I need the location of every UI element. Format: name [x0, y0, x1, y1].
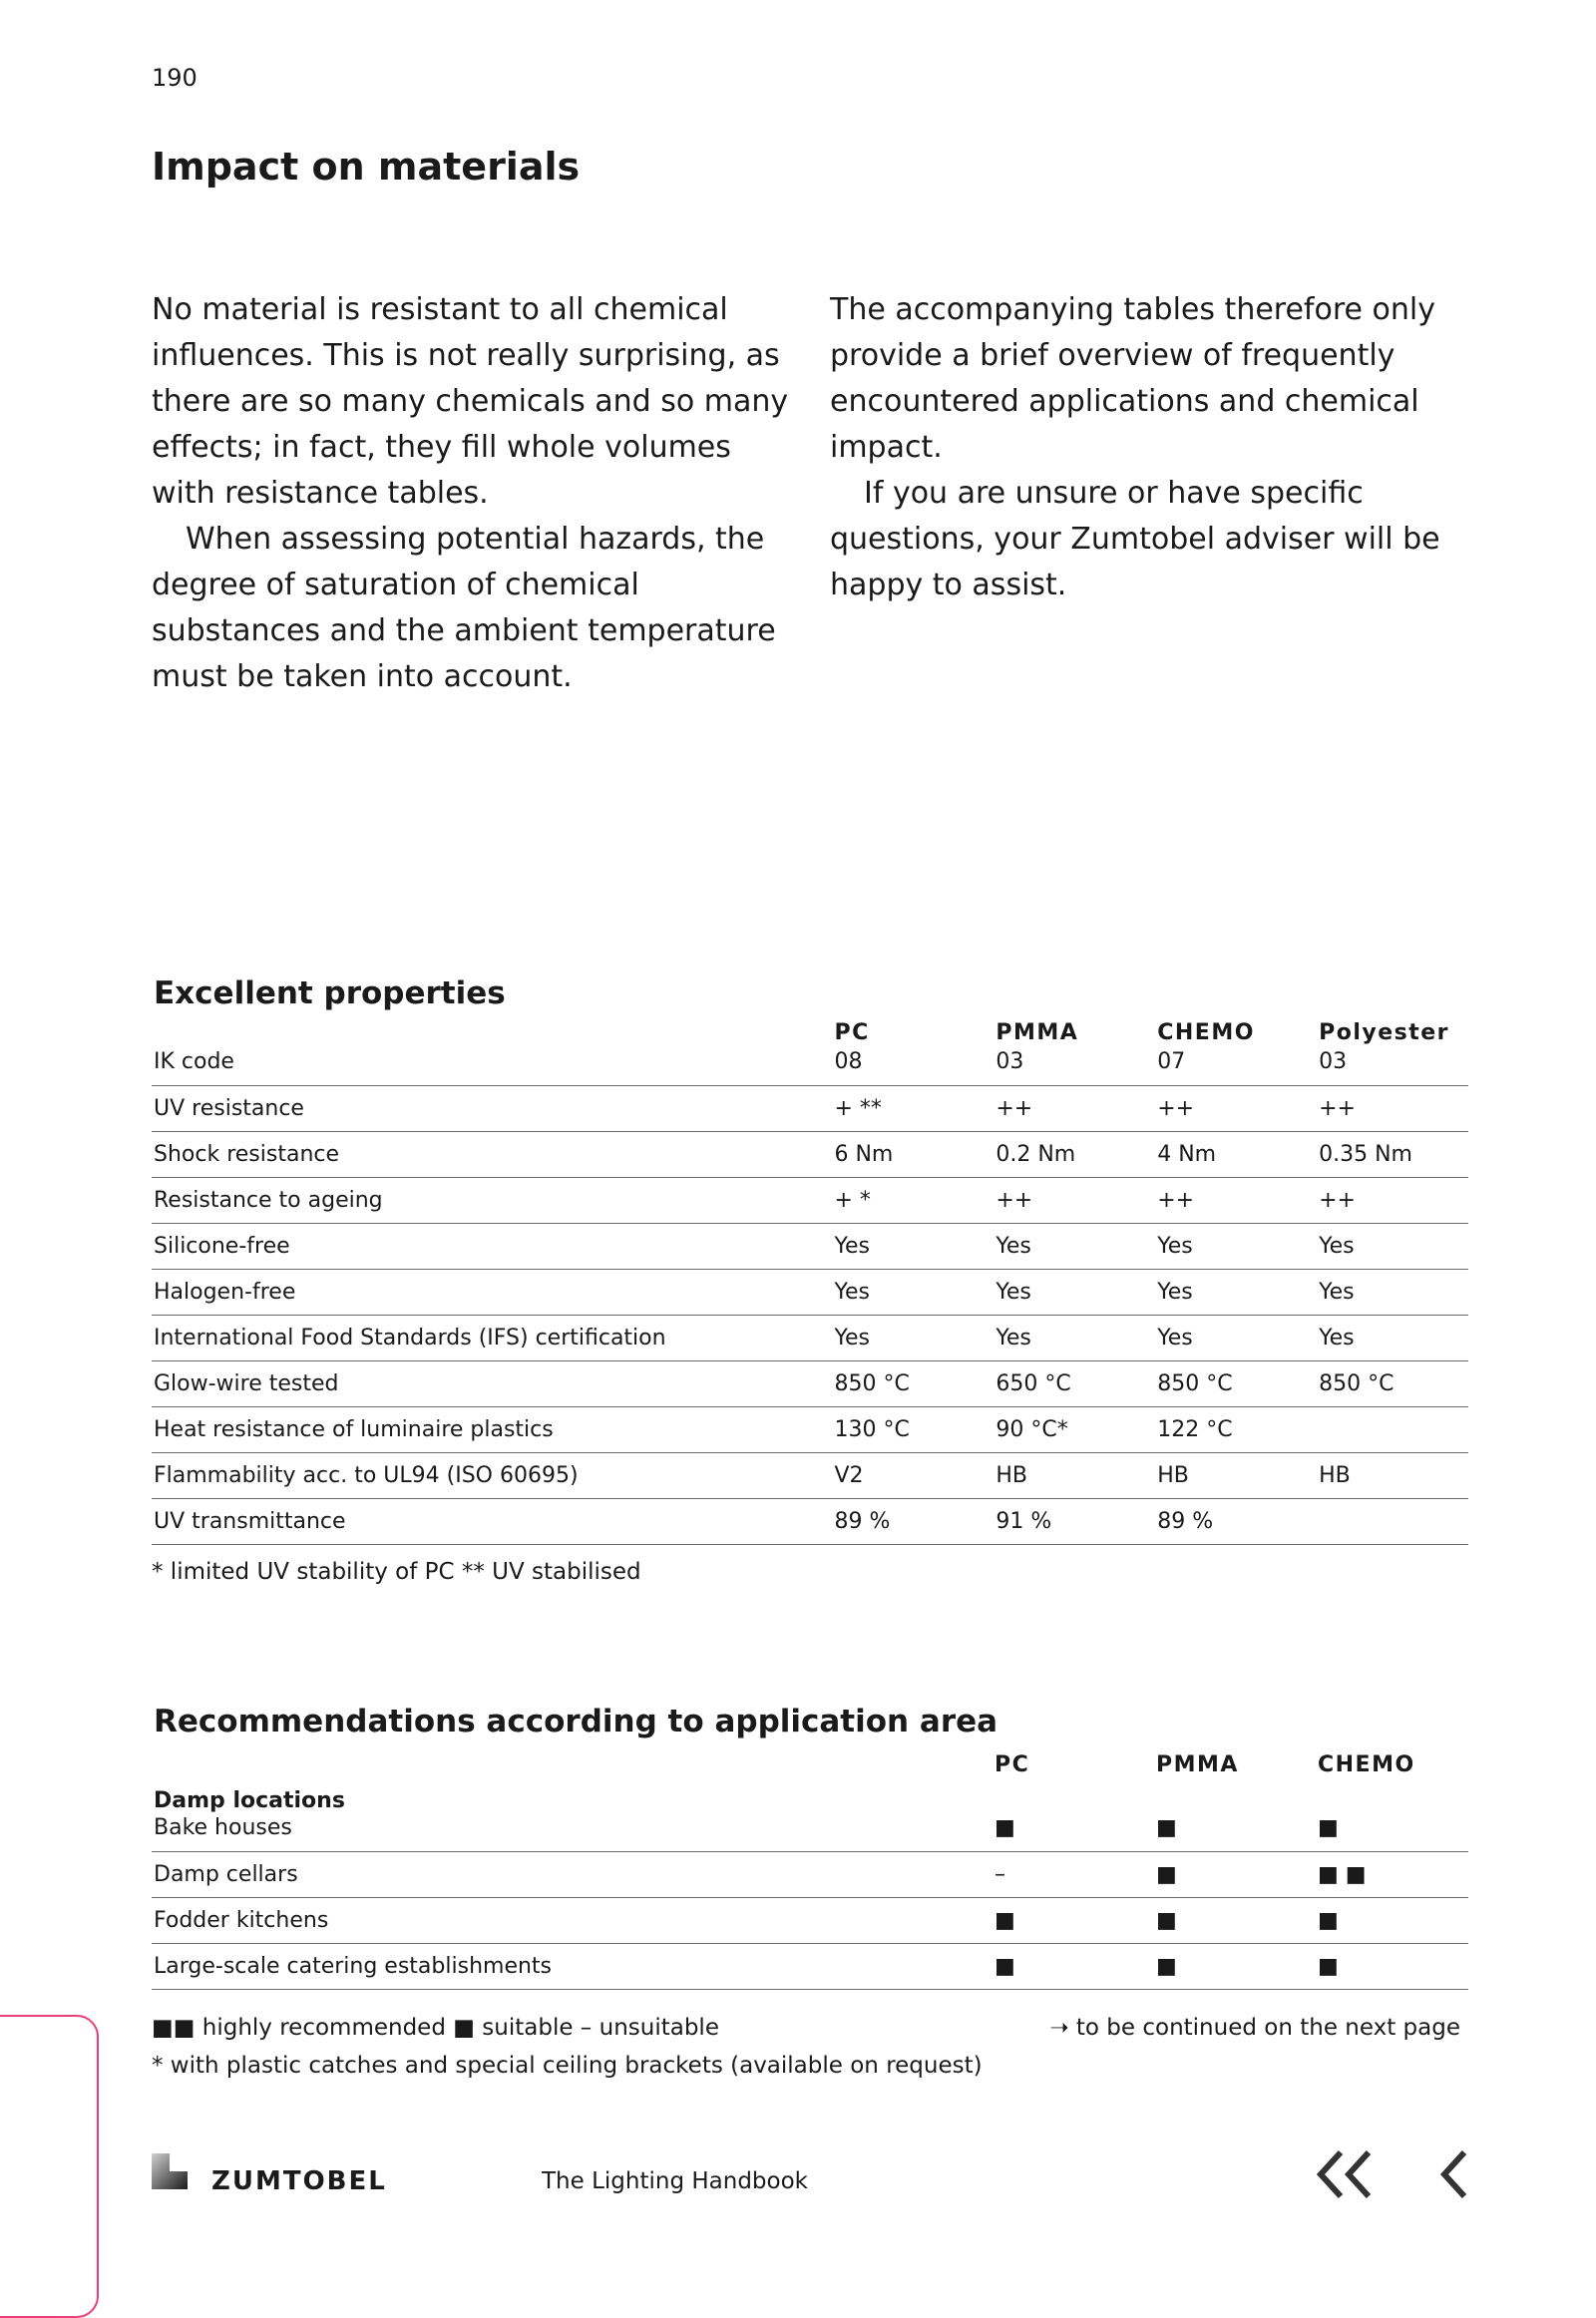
table-cell: 03 — [996, 1049, 1024, 1074]
table-cell: HB — [996, 1463, 1027, 1488]
table-row — [152, 1499, 1468, 1545]
table-cell: 850 °C — [1157, 1371, 1233, 1396]
table-cell: 89 % — [1157, 1509, 1214, 1534]
table-row — [152, 1407, 1468, 1453]
table-cell: 89 % — [834, 1509, 891, 1534]
table-cell: ■ — [1156, 1908, 1177, 1933]
table-cell: HB — [1319, 1463, 1351, 1488]
side-tab-mark — [0, 2015, 99, 2318]
intro-left-column — [152, 287, 790, 700]
properties-title: Excellent properties — [154, 975, 506, 1011]
row-label: Flammability acc. to UL94 (ISO 60695) — [154, 1463, 579, 1488]
table-cell: 650 °C — [996, 1371, 1071, 1396]
row-label: IK code — [154, 1049, 234, 1074]
table-row — [152, 1270, 1468, 1316]
table-row — [152, 1178, 1468, 1224]
column-header: PMMA — [996, 1020, 1079, 1045]
table-cell: 6 Nm — [834, 1142, 894, 1167]
table-cell: ■ — [995, 1815, 1015, 1840]
table-cell: ++ — [1157, 1096, 1195, 1121]
table-cell: Yes — [1319, 1280, 1355, 1305]
legend: ■■ highly recommended ■ suitable – unsuitable — [152, 2015, 719, 2041]
row-label: International Food Standards (IFS) certification — [154, 1326, 666, 1351]
properties-footnote: * limited UV stability of PC ** UV stabilised — [152, 1559, 641, 1585]
table-cell: Yes — [1157, 1326, 1193, 1351]
row-label: Shock resistance — [154, 1142, 340, 1167]
column-header: PC — [834, 1020, 870, 1045]
intro-paragraph: The accompanying tables therefore only provide a brief overview of frequently encountered applications and chemical impact. — [830, 292, 1435, 465]
table-cell: ++ — [996, 1188, 1033, 1213]
table-cell: 07 — [1157, 1049, 1186, 1074]
group-label: Damp locations — [154, 1788, 345, 1813]
page-number: 190 — [152, 64, 198, 92]
continued-note: ➝ to be continued on the next page — [1049, 2015, 1460, 2041]
table-cell: + ** — [834, 1096, 882, 1121]
table-cell: Yes — [996, 1326, 1031, 1351]
table-row — [152, 1852, 1468, 1898]
table-cell: 4 Nm — [1157, 1142, 1217, 1167]
recommendations-footnote: * with plastic catches and special ceiling brackets (available on request) — [152, 2053, 983, 2079]
table-cell: Yes — [1319, 1234, 1355, 1259]
table-cell: ■ — [995, 1908, 1015, 1933]
row-label: Silicone-free — [154, 1234, 290, 1259]
table-row — [152, 1813, 1468, 1852]
table-row — [152, 1047, 1468, 1086]
row-label: Large-scale catering establishments — [154, 1954, 553, 1979]
table-cell: 850 °C — [834, 1371, 910, 1396]
column-header: CHEMO — [1157, 1020, 1255, 1045]
table-cell: Yes — [1157, 1280, 1193, 1305]
table-cell: 0.2 Nm — [996, 1142, 1076, 1167]
table-cell: ■ — [1318, 1908, 1339, 1933]
table-cell: Yes — [834, 1234, 870, 1259]
table-cell: ++ — [1319, 1096, 1356, 1121]
table-cell: ++ — [1319, 1188, 1356, 1213]
properties-table — [152, 1005, 1468, 1545]
table-cell: ■ ■ — [1318, 1862, 1367, 1887]
chevron-left-icon[interactable] — [1434, 2148, 1474, 2204]
table-cell: ■ — [1156, 1862, 1177, 1887]
table-cell: Yes — [1319, 1326, 1355, 1351]
brand-name: ZUMTOBEL — [211, 2166, 387, 2196]
row-label: Resistance to ageing — [154, 1188, 383, 1213]
table-row — [152, 1224, 1468, 1270]
table-cell: 08 — [834, 1049, 863, 1074]
row-label: Damp cellars — [154, 1862, 298, 1887]
intro-paragraph: If you are unsure or have specific questions, your Zumtobel adviser will be happy to assist. — [830, 476, 1440, 602]
row-label: UV resistance — [154, 1096, 304, 1121]
table-cell: ■ — [1156, 1815, 1177, 1840]
table-cell: 03 — [1319, 1049, 1348, 1074]
intro-paragraph: When assessing potential hazards, the degree of saturation of chemical substances and the ambient temperature must be taken into account. — [152, 522, 776, 694]
table-cell: ■ — [1318, 1954, 1339, 1979]
column-header: PMMA — [1156, 1752, 1239, 1777]
table-cell: 0.35 Nm — [1319, 1142, 1412, 1167]
table-row — [152, 1944, 1468, 1990]
table-cell: 130 °C — [834, 1417, 910, 1442]
row-label: Glow-wire tested — [154, 1371, 339, 1396]
table-cell: Yes — [996, 1234, 1031, 1259]
table-cell: + * — [834, 1188, 871, 1213]
row-label: Fodder kitchens — [154, 1908, 329, 1933]
table-cell: Yes — [996, 1280, 1031, 1305]
zumtobel-logo-icon — [152, 2153, 188, 2189]
handbook-title: The Lighting Handbook — [542, 2168, 808, 2194]
intro-right-column — [830, 287, 1468, 608]
table-cell: 91 % — [996, 1509, 1052, 1534]
table-row — [152, 1453, 1468, 1499]
table-cell: ■ — [995, 1954, 1015, 1979]
table-cell: 90 °C* — [996, 1417, 1068, 1442]
table-cell: Yes — [834, 1326, 870, 1351]
recommendations-title: Recommendations according to application area — [154, 1704, 998, 1739]
table-cell: Yes — [834, 1280, 870, 1305]
table-cell: ++ — [996, 1096, 1033, 1121]
table-row — [152, 1361, 1468, 1407]
table-cell: – — [995, 1862, 1005, 1887]
table-cell: 122 °C — [1157, 1417, 1233, 1442]
table-row — [152, 1316, 1468, 1361]
row-label: Heat resistance of luminaire plastics — [154, 1417, 554, 1442]
column-header: Polyester — [1319, 1020, 1450, 1045]
recommendations-table — [152, 1738, 1468, 1990]
page-title: Impact on materials — [152, 145, 581, 189]
table-header — [152, 1005, 1468, 1047]
table-cell: Yes — [1157, 1234, 1193, 1259]
double-chevron-left-icon[interactable] — [1315, 2148, 1379, 2204]
table-header — [152, 1738, 1468, 1779]
row-label: Bake houses — [154, 1815, 292, 1840]
table-row — [152, 1898, 1468, 1944]
column-header: CHEMO — [1318, 1752, 1415, 1777]
row-label: UV transmittance — [154, 1509, 346, 1534]
column-header: PC — [995, 1752, 1030, 1777]
table-row — [152, 1086, 1468, 1132]
table-cell: 850 °C — [1319, 1371, 1395, 1396]
table-cell: ■ — [1156, 1954, 1177, 1979]
table-cell: ++ — [1157, 1188, 1195, 1213]
table-row — [152, 1132, 1468, 1178]
table-cell: ■ — [1318, 1815, 1339, 1840]
table-cell: V2 — [834, 1463, 864, 1488]
table-cell: HB — [1157, 1463, 1189, 1488]
intro-paragraph: No material is resistant to all chemical influences. This is not really surprising, as there are so many chemicals and so many effects; in fact, they fill whole volumes with resistance tables. — [152, 292, 789, 511]
row-label: Halogen-free — [154, 1280, 296, 1305]
